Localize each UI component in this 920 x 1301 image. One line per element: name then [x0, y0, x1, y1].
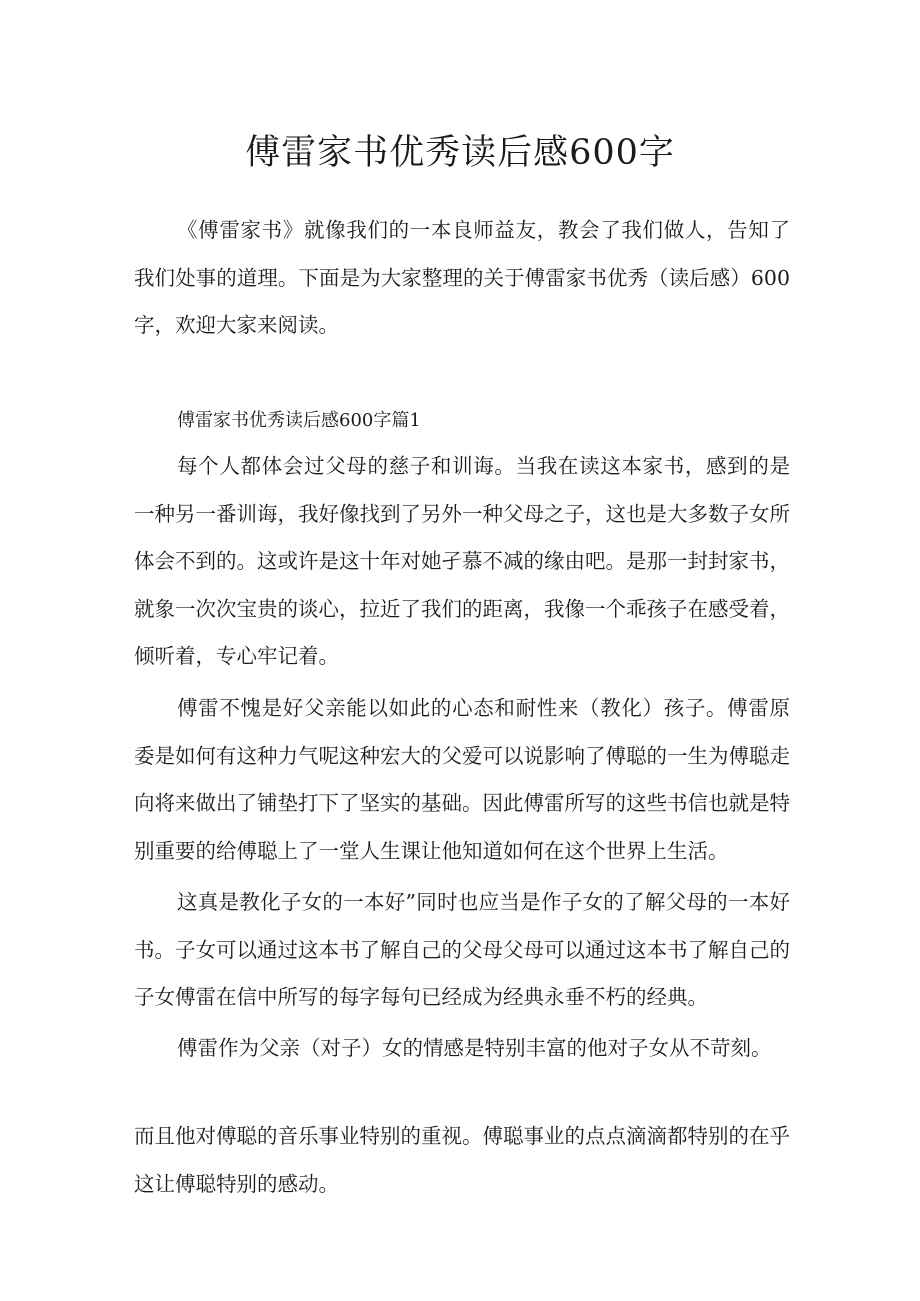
body-paragraph-5: 而且他对傅聪的音乐事业特别的重视。傅聪事业的点点滴滴都特别的在乎这让傅聪特别的感动。 [134, 1124, 790, 1196]
document-title: 傅雷家书优秀读后感600字 [245, 133, 675, 173]
body-paragraph-3: 这真是教化子女的一本好”同时也应当是作子女的了解父母的一本好书。子女可以通过这本书了解自己的父母父母可以通过这本书了解自己的子女傅雷在信中所写的每字每句已经成为经典永垂不朽的经典。 [134, 890, 790, 1009]
intro-paragraph: 《傅雷家书》就像我们的一本良师益友，教会了我们做人，告知了我们处事的道理。下面是为大家整理的关于傅雷家书优秀（读后感）600字，欢迎大家来阅读。 [134, 218, 790, 337]
section-heading: 傅雷家书优秀读后感600字篇1 [177, 410, 421, 431]
body-paragraph-4: 傅雷作为父亲（对子）女的情感是特别丰富的他对子女从不苛刻。 [177, 1036, 772, 1060]
body-paragraph-2: 傅雷不愧是好父亲能以如此的心态和耐性来（教化）孩子。傅雷原委是如何有这种力气呢这种宏大的父爱可以说影响了傅聪的一生为傅聪走向将来做出了铺垫打下了坚实的基础。因此傅雷所写的这些书信也就是特别重要的给傅聪上了一堂人生课让他知道如何在这个世界上生活。 [134, 696, 790, 863]
body-paragraph-1: 每个人都体会过父母的慈子和训诲。当我在读这本家书，感到的是一种另一番训诲，我好像找到了另外一种父母之子，这也是大多数子女所体会不到的。这或许是这十年对她孑慕不减的缘由吧。是那一封封家书，就象一次次宝贵的谈心，拉近了我们的距离，我像一个乖孩子在感受着，倾听着，专心牢记着。 [134, 454, 790, 668]
